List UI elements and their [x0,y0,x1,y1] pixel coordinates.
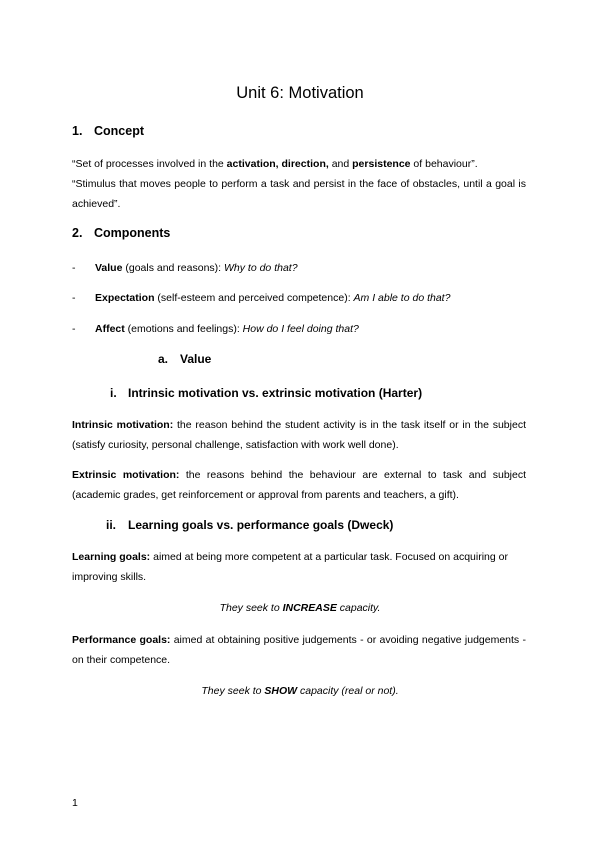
term-label: Intrinsic motivation: [72,419,174,431]
bold-run: activation, direction, [226,158,329,170]
bullet-dash: - [72,323,76,335]
term-label: Performance goals: [72,634,171,646]
page-number: 1 [72,797,78,809]
bold-run: persistence [352,158,411,170]
subsection-i-intrinsic-extrinsic [110,386,422,400]
section-heading-text: Concept [94,124,144,138]
component-affect-item [95,322,359,336]
learning-goals-paragraph [72,548,522,587]
italic-run: Why to do that? [224,262,298,274]
component-expectation-item [95,291,450,305]
performance-goals-paragraph [72,631,526,670]
bold-run: Expectation [95,292,155,304]
extrinsic-motivation-paragraph [72,466,526,505]
subsection-a-value [158,352,211,366]
learning-goals-quote [0,602,600,614]
subsection-label: Learning goals vs. performance goals (Dweck) [128,518,394,532]
term-definition: the reasons behind the behaviour are external to task and subject (academic grades, get reinforcement or approval from parents and teachers, a gift). [72,469,526,501]
performance-goals-quote [0,685,600,697]
section-number: 2. [72,226,83,240]
quote-emphasis: INCREASE [282,602,337,614]
term-definition: aimed at obtaining positive judgements - or avoiding negative judgements - on their competence. [72,634,526,666]
section-heading-text: Components [94,226,171,240]
quote-run: They seek to [219,602,283,614]
text-run: (self-esteem and perceived competence): [154,292,354,304]
italic-run: How do I feel doing that? [242,323,359,335]
text-run: and [328,158,353,170]
component-value-item [95,261,298,275]
subsection-label: Value [180,352,212,366]
bold-run: Value [95,262,123,274]
quote-emphasis: SHOW [264,685,298,697]
section-number: 1. [72,124,83,138]
subsection-label: Intrinsic motivation vs. extrinsic motivation (Harter) [128,386,423,400]
subsection-marker: a. [158,352,169,366]
quote-run: capacity (real or not). [297,685,399,697]
text-run: of behaviour”. [410,158,478,170]
bullet-dash: - [72,262,76,274]
subsection-marker: ii. [106,518,117,532]
term-label: Extrinsic motivation: [72,469,180,481]
term-definition: aimed at being more competent at a particular task. Focused on acquiring or improving skills. [72,551,508,583]
section-concept-heading [72,124,144,138]
section-components-heading [72,226,170,240]
intrinsic-motivation-paragraph [72,416,526,455]
bullet-dash: - [72,292,76,304]
bold-run: Affect [95,323,125,335]
text-run: “Set of processes involved in the [72,158,227,170]
page-title: Unit 6: Motivation [236,84,364,102]
concept-definition-1 [72,155,526,175]
quote-run: capacity. [336,602,381,614]
subsection-marker: i. [110,386,117,400]
text-run: (goals and reasons): [122,262,224,274]
term-definition: the reason behind the student activity is in the task itself or in the subject (satisfy curiosity, personal challenge, satisfaction with work well done). [72,419,526,451]
text-run: (emotions and feelings): [124,323,243,335]
term-label: Learning goals: [72,551,151,563]
concept-definition-2: “Stimulus that moves people to perform a task and persist in the face of obstacles, until a goal is achieved”. [72,178,526,210]
subsection-ii-learning-performance [106,518,393,532]
quote-run: They seek to [201,685,265,697]
italic-run: Am I able to do that? [353,292,451,304]
